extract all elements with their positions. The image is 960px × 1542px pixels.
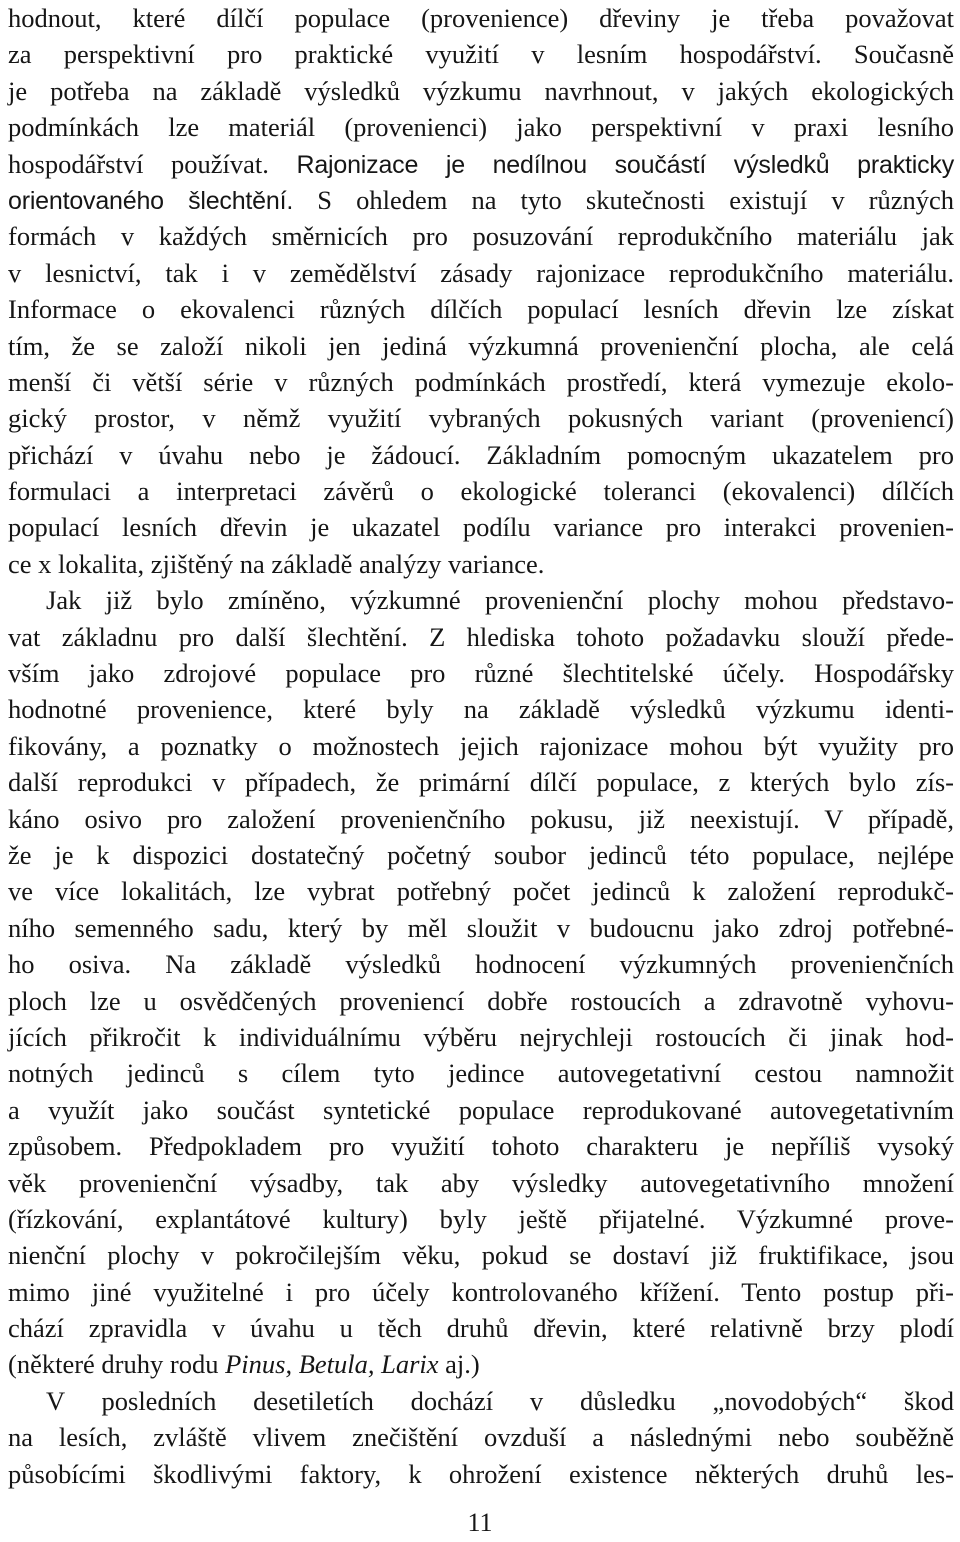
text-segment: v lesnictví, tak i v zemědělství zásady rajonizace reprodukčního materiálu. [8, 257, 954, 288]
text-segment: chází zpravidla v úvahu u těch druhů dřevin, které relativně brzy plodí [8, 1313, 954, 1344]
text-segment: vším jako zdrojové populace pro různé šlechtitelské účely. Hospodářsky [8, 658, 954, 689]
text-line [8, 146, 954, 182]
text-line [8, 255, 954, 291]
text-line [8, 1456, 954, 1492]
sans-text: Rajonizace je nedílnou součástí výsledků prakticky [296, 150, 955, 179]
text-segment: formách v každých směrnicích pro posuzování reprodukčního materiálu jak [8, 221, 954, 252]
text-line [8, 509, 954, 545]
text-line [8, 764, 954, 800]
text-segment: nienční plochy v pokročilejším věku, pokud se dostaví již fruktifikace, jsou [8, 1240, 954, 1271]
text-line [8, 691, 954, 727]
text-line [8, 837, 954, 873]
text-segment: formulaci a interpretaci závěrů o ekologické toleranci (ekovalenci) dílčích [8, 476, 954, 507]
text-segment: V posledních desetiletích dochází v důsledku „novodobých“ škod [46, 1385, 954, 1416]
text-line [8, 1092, 954, 1128]
text-line [8, 0, 954, 36]
text-line [8, 1055, 954, 1091]
text-segment: (řízkování, explantátové kultury) byly ještě přijatelné. Výzkumné prove- [8, 1203, 954, 1234]
document-body [8, 0, 954, 1492]
text-segment: za perspektivní pro praktické využití v lesním hospodářství. Současně [8, 39, 954, 70]
text-segment: S ohledem na tyto skutečnosti existují v různých [317, 184, 955, 215]
text-line [8, 218, 954, 254]
text-line [8, 1419, 954, 1455]
text-segment: že je k dispozici dostatečný početný soubor jedinců této populace, nejlépe [8, 839, 954, 870]
text-segment: aj.) [438, 1349, 480, 1380]
text-segment: a využít jako součást syntetické populace reprodukované autovegetativním [8, 1094, 954, 1125]
text-line [8, 73, 954, 109]
text-line [8, 546, 954, 582]
text-segment: gický prostor, v němž využití vybraných pokusných variant (proveniencí) [8, 403, 954, 434]
text-line [8, 291, 954, 327]
text-line [8, 1165, 954, 1201]
italic-text: Pinus, Betula, Larix [225, 1349, 439, 1380]
text-segment: hodnotné provenience, které byly na základě výsledků výzkumu identi- [8, 694, 954, 725]
text-line [8, 983, 954, 1019]
text-line [8, 1383, 954, 1419]
text-segment: podmínkách lze materiál (provenienci) jako perspektivní v praxi lesního [8, 112, 954, 143]
text-line [8, 1128, 954, 1164]
text-line [8, 619, 954, 655]
text-segment: ploch lze u osvědčených proveniencí dobře rostoucích a zdravotně vyhovu- [8, 985, 954, 1016]
text-segment: působícími škodlivými faktory, k ohrožení existence některých druhů les- [8, 1458, 954, 1489]
text-line [8, 1237, 954, 1273]
text-line [8, 1201, 954, 1237]
text-line [8, 801, 954, 837]
text-segment: Informace o ekovalenci různých dílčích populací lesních dřevin lze získat [8, 294, 954, 325]
text-segment: ho osiva. Na základě výsledků hodnocení výzkumných provenienčních [8, 949, 954, 980]
text-segment: na lesích, zvláště vlivem znečištění ovzduší a následnými nebo souběžně [8, 1422, 954, 1453]
text-line [8, 473, 954, 509]
text-line [8, 910, 954, 946]
text-line [8, 946, 954, 982]
page-number: 11 [467, 1508, 493, 1537]
text-line [8, 1346, 954, 1382]
text-line [8, 655, 954, 691]
sans-text: orientovaného šlechtění. [8, 186, 318, 215]
text-line [8, 328, 954, 364]
text-line [8, 182, 954, 218]
text-segment: ve více lokalitách, lze vybrat potřebný počet jedinců k založení reprodukč- [8, 876, 954, 907]
text-segment: jících přikročit k individuálnímu výběru nejrychleji rostoucích či jinak hod- [8, 1021, 954, 1052]
text-line [8, 437, 954, 473]
text-line [8, 364, 954, 400]
text-line [8, 582, 954, 618]
text-segment: populací lesních dřevin je ukazatel podílu variance pro interakci provenien- [8, 512, 954, 543]
text-line [8, 1019, 954, 1055]
text-line [8, 1310, 954, 1346]
text-line [8, 1274, 954, 1310]
text-segment: menší či větší série v různých podmínkách prostředí, která vymezuje ekolo- [8, 366, 954, 397]
text-segment: přichází v úvahu nebo je žádoucí. Základním pomocným ukazatelem pro [8, 439, 954, 470]
text-segment: (některé druhy rodu [8, 1349, 226, 1380]
text-line [8, 109, 954, 145]
text-segment: způsobem. Předpokladem pro využití tohoto charakteru je nepříliš vysoký [8, 1131, 954, 1162]
text-line [8, 400, 954, 436]
text-segment: hodnout, které dílčí populace (provenience) dřeviny je třeba považovat [8, 3, 954, 33]
text-segment: věk provenienční výsadby, tak aby výsledky autovegetativního množení [8, 1167, 954, 1198]
text-segment: hospodářství používat. [8, 148, 297, 179]
text-segment: káno osivo pro založení provenienčního pokusu, již neexistují. V případě, [8, 803, 954, 834]
text-line [8, 873, 954, 909]
text-segment: vat základnu pro další šlechtění. Z hlediska tohoto požadavku slouží přede- [8, 621, 954, 652]
text-segment: je potřeba na základě výsledků výzkumu navrhnout, v jakých ekologických [8, 75, 954, 106]
text-segment: ce x lokalita, zjištěný na základě analýzy variance. [8, 548, 545, 579]
text-segment: další reprodukci v případech, že primární dílčí populace, z kterých bylo zís- [8, 767, 954, 798]
text-segment: Jak již bylo zmíněno, výzkumné provenienční plochy mohou představo- [46, 585, 954, 616]
text-segment: ního semenného sadu, který by měl sloužit v budoucnu jako zdroj potřebné- [8, 912, 954, 943]
text-segment: mimo jiné využitelné i pro účely kontrolovaného křížení. Tento postup při- [8, 1276, 954, 1307]
text-segment: notných jedinců s cílem tyto jedince autovegetativní cestou namnožit [8, 1058, 954, 1089]
text-line [8, 728, 954, 764]
text-segment: fikovány, a poznatky o možnostech jejich rajonizace mohou být využity pro [8, 730, 954, 761]
text-segment: tím, že se založí nikoli jen jediná výzkumná provenienční plocha, ale celá [8, 330, 954, 361]
text-line [8, 36, 954, 72]
